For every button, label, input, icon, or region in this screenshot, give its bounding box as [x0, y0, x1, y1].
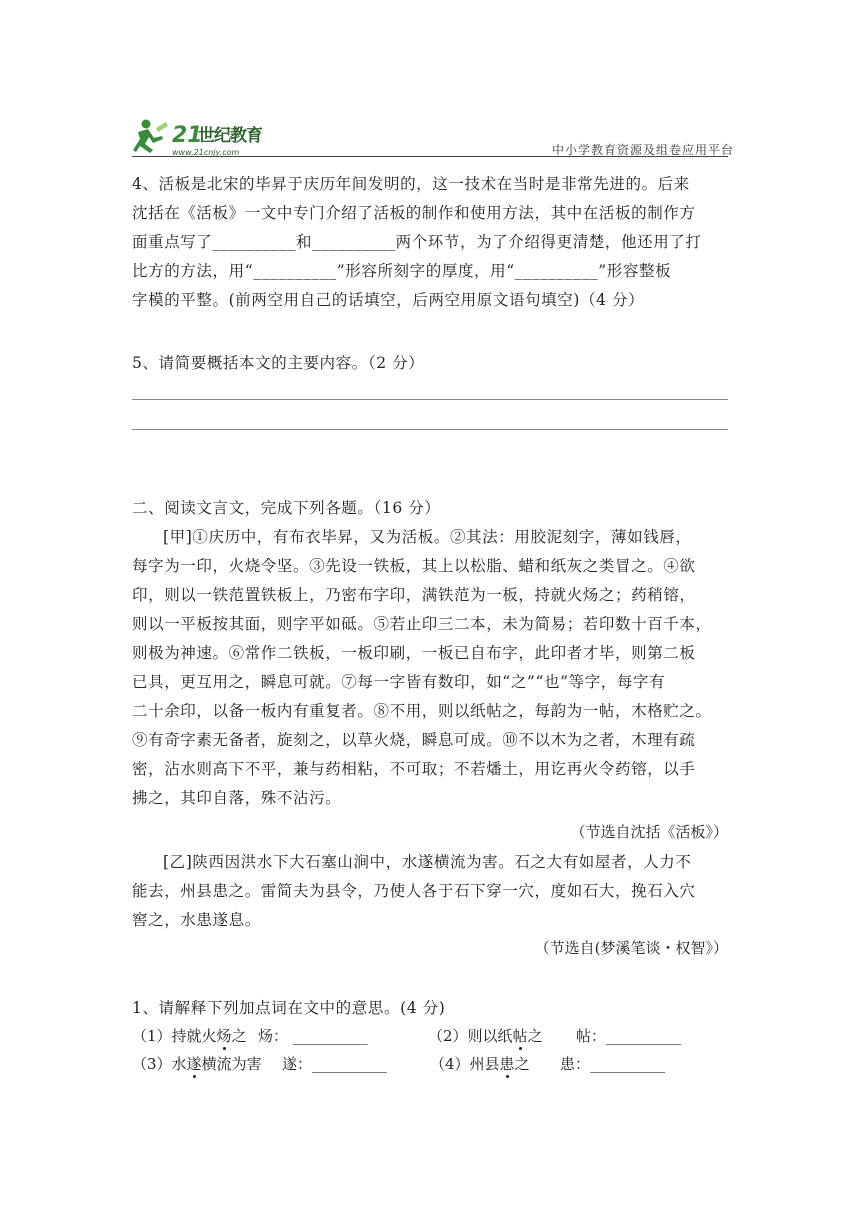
passage-line: 已具，更互用之，瞬息可就。⑦每一字皆有数印，如“之”“也”等字，每字有	[132, 673, 666, 691]
header-divider	[132, 156, 728, 157]
passage-line: [甲]①庆历中，有布衣毕昇，又为活板。②其法：用胶泥刻字，薄如钱唇，	[163, 528, 692, 546]
site-logo	[132, 118, 292, 160]
passage-jia	[132, 523, 728, 813]
question-5: 5、请简要概括本文的主要内容。（2 分）	[132, 354, 425, 372]
passage-line: 印，则以一铁范置铁板上，乃密布字印，满铁范为一板，持就火炀之；药稍镕，	[132, 586, 696, 604]
answer-line[interactable]	[132, 429, 728, 430]
q1-item-1-answer[interactable]: 炀： __________	[258, 1027, 368, 1045]
running-man-icon	[133, 120, 168, 154]
q4-line: 比方的方法，用“__________”形容所刻字的厚度，用“__________”形容整板	[132, 262, 672, 280]
q4-line: 字模的平整。(前两空用自己的话填空，后两空用原文语句填空)（4 分）	[132, 291, 645, 309]
passage-line: 则以一平板按其面，则字平如砥。⑤若止印三二本，未为简易；若印数十百千本，	[132, 615, 712, 633]
svg-text:www.21cnjy.com: www.21cnjy.com	[172, 148, 240, 157]
q1-item-3-answer[interactable]: 遂：__________	[282, 1055, 388, 1073]
passage-line: 二十余印，以备一板内有重复者。⑧不用，则以纸帖之，每韵为一帖，木格贮之。	[132, 702, 712, 720]
passage-yi	[132, 848, 728, 935]
section-heading: 二、阅读文言文，完成下列各题。（16 分）	[132, 499, 441, 517]
dotted-word: 帖	[512, 1027, 528, 1045]
dotted-word: 炀	[216, 1027, 232, 1045]
q4-line: 面重点写了__________和__________两个环节，为了介绍得更清楚，他还用了打	[132, 233, 702, 251]
header-tagline: 中小学教育资源及组卷应用平台	[552, 143, 735, 157]
passage-line: 密，沾水则高下不平，兼与药相粘，不可取；不若燔土，用讫再火令药镕，以手	[132, 760, 696, 778]
svg-text:21: 21	[172, 123, 203, 148]
dotted-word: 患	[499, 1055, 515, 1073]
question-4	[132, 170, 728, 315]
q4-line: 4、活板是北宋的毕昇于庆历年间发明的，这一技术在当时是非常先进的。后来	[132, 175, 690, 193]
svg-text:世纪教育: 世纪教育	[198, 126, 262, 146]
source-citation: （节选自(梦溪笔谈・权智》）	[534, 939, 728, 957]
q1-item-2: （2）则以纸帖之	[428, 1027, 543, 1045]
answer-line[interactable]	[132, 399, 728, 400]
passage-line: 窖之，水患遂息。	[132, 911, 261, 929]
source-citation: （节选自沈括《活板》）	[570, 823, 728, 841]
q1-item-1: （1）持就火炀之	[132, 1027, 247, 1045]
q1-item-3: （3）水遂横流为害	[132, 1055, 262, 1073]
passage-line: 拂之，其印自落，殊不沾污。	[132, 789, 342, 807]
passage-line: [乙]陕西因洪水下大石塞山涧中，水遂横流为害。石之大有如屋者，人力不	[163, 853, 692, 871]
q4-line: 沈括在《活板》一文中专门介绍了活板的制作和使用方法，其中在活板的制作方	[132, 204, 696, 222]
passage-line: 则极为神速。⑥常作二铁板，一板印刷，一板已自布字，此印者才毕，则第二板	[132, 644, 696, 662]
passage-line: ⑨有奇字素无备者，旋刻之，以草火烧，瞬息可成。⑩不以木为之者，木理有疏	[132, 731, 696, 749]
passage-line: 每字为一印，火烧令坚。③先设一铁板，其上以松脂、蜡和纸灰之类冒之。④欲	[132, 557, 696, 575]
dotted-word: 遂	[186, 1055, 202, 1073]
q1-item-2-answer[interactable]: 帖：__________	[576, 1027, 682, 1045]
q1-item-4-answer[interactable]: 患：__________	[560, 1055, 666, 1073]
passage-line: 能去，州县患之。雷简夫为县令，乃使人各于石下穿一穴，度如石大，挽石入穴	[132, 882, 696, 900]
question-1-title: 1、请解释下列加点词在文中的意思。(4 分)	[132, 999, 446, 1017]
q1-item-4: （4）州县患之	[430, 1055, 530, 1073]
